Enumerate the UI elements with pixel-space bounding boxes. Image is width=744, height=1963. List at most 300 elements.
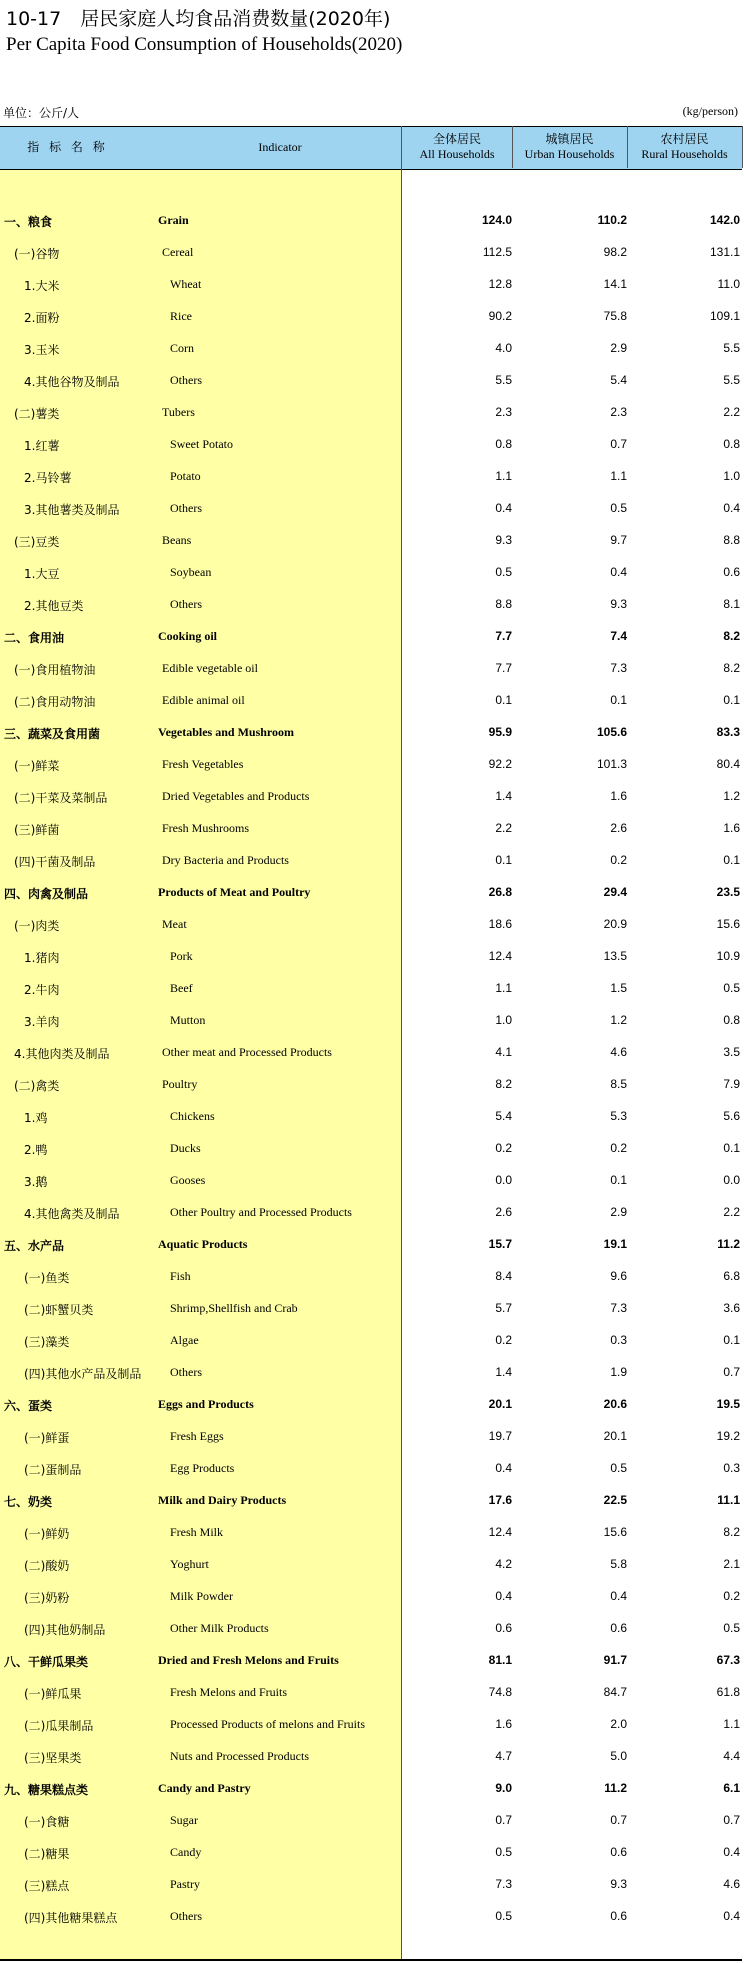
value-urban-households: 9.6 xyxy=(610,1269,627,1283)
table-row xyxy=(0,1485,742,1517)
value-rural-households: 80.4 xyxy=(716,757,740,771)
value-urban-households: 0.1 xyxy=(610,1173,627,1187)
table-row xyxy=(0,1773,742,1805)
value-urban-households: 98.2 xyxy=(603,245,627,259)
value-all-households: 81.1 xyxy=(488,1653,512,1667)
row-name-cn: (三)鲜菌 xyxy=(14,823,60,837)
value-urban-households: 75.8 xyxy=(603,309,627,323)
value-urban-households: 0.2 xyxy=(610,853,627,867)
table-row xyxy=(0,1421,742,1453)
table-row xyxy=(0,1005,742,1037)
value-urban-households: 1.1 xyxy=(610,469,627,483)
row-indicator-en: Eggs and Products xyxy=(158,1397,254,1411)
row-name-cn: (四)其他奶制品 xyxy=(24,1623,106,1637)
value-all-households: 112.5 xyxy=(482,245,512,259)
row-name-cn: 六、蛋类 xyxy=(4,1399,53,1413)
row-indicator-en: Beef xyxy=(170,981,193,995)
value-urban-households: 0.7 xyxy=(610,437,627,451)
value-all-households: 0.7 xyxy=(495,1813,512,1827)
row-name-cn: (一)鱼类 xyxy=(24,1271,70,1285)
row-name-cn: 4.其他禽类及制品 xyxy=(24,1207,120,1221)
value-urban-households: 5.8 xyxy=(610,1557,627,1571)
table-row xyxy=(0,1037,742,1069)
value-urban-households: 7.3 xyxy=(610,661,627,675)
value-all-households: 7.3 xyxy=(495,1877,512,1891)
header-rural-en: Rural Households xyxy=(641,147,728,161)
header-all-cn: 全体居民 xyxy=(432,132,481,146)
value-all-households: 20.1 xyxy=(488,1397,512,1411)
value-rural-households: 3.6 xyxy=(723,1301,740,1315)
table-row xyxy=(0,1325,742,1357)
value-urban-households: 0.6 xyxy=(610,1621,627,1635)
value-all-households: 90.2 xyxy=(488,309,512,323)
row-name-cn: 四、肉禽及制品 xyxy=(4,887,89,901)
value-all-households: 4.2 xyxy=(495,1557,512,1571)
value-all-households: 1.4 xyxy=(495,789,512,803)
row-name-cn: (一)鲜奶 xyxy=(24,1527,70,1541)
value-urban-households: 15.6 xyxy=(603,1525,627,1539)
table-bottom-rule xyxy=(0,1959,742,1961)
value-rural-households: 15.6 xyxy=(716,917,740,931)
row-name-cn: (四)其他糖果糕点 xyxy=(24,1911,118,1925)
value-all-households: 2.2 xyxy=(495,821,512,835)
row-name-cn: 1.红薯 xyxy=(24,439,60,453)
row-name-cn: (二)酸奶 xyxy=(24,1559,70,1573)
table-row xyxy=(0,1901,742,1933)
header-indicator: Indicator xyxy=(258,140,302,154)
table-row xyxy=(0,1069,742,1101)
value-urban-households: 84.7 xyxy=(603,1685,627,1699)
row-indicator-en: Fresh Vegetables xyxy=(162,757,244,771)
value-urban-households: 5.3 xyxy=(610,1109,627,1123)
row-name-cn: 2.马铃薯 xyxy=(24,471,72,485)
table-row xyxy=(0,1677,742,1709)
value-all-households: 15.7 xyxy=(488,1237,512,1251)
value-rural-households: 0.4 xyxy=(723,1909,740,1923)
table-row xyxy=(0,1613,742,1645)
value-all-households: 26.8 xyxy=(488,885,512,899)
value-rural-households: 8.8 xyxy=(723,533,740,547)
value-rural-households: 4.4 xyxy=(723,1749,740,1763)
value-all-households: 8.8 xyxy=(495,597,512,611)
table-row xyxy=(0,1197,742,1229)
table-row xyxy=(0,1261,742,1293)
row-name-cn: (二)干菜及菜制品 xyxy=(14,791,108,805)
row-name-cn: 3.玉米 xyxy=(24,343,60,357)
row-name-cn: 二、食用油 xyxy=(4,631,65,645)
value-urban-households: 20.1 xyxy=(603,1429,627,1443)
row-name-cn: 3.羊肉 xyxy=(24,1015,60,1029)
value-urban-households: 0.4 xyxy=(610,1589,627,1603)
row-name-cn: (三)藻类 xyxy=(24,1335,70,1349)
value-rural-households: 5.6 xyxy=(723,1109,740,1123)
table-row xyxy=(0,621,742,653)
value-rural-households: 6.1 xyxy=(723,1781,740,1795)
value-rural-households: 0.1 xyxy=(723,693,740,707)
value-urban-households: 2.9 xyxy=(610,1205,627,1219)
row-name-cn: 2.牛肉 xyxy=(24,983,60,997)
table-row xyxy=(0,397,742,429)
row-indicator-en: Dried and Fresh Melons and Fruits xyxy=(158,1653,339,1667)
value-rural-households: 1.0 xyxy=(723,469,740,483)
table-row xyxy=(0,269,742,301)
table-row xyxy=(0,1293,742,1325)
row-indicator-en: Candy and Pastry xyxy=(158,1781,251,1795)
table-row xyxy=(0,1549,742,1581)
value-urban-households: 0.3 xyxy=(610,1333,627,1347)
row-name-cn: 2.鸭 xyxy=(24,1143,48,1157)
row-name-cn: (一)鲜菜 xyxy=(14,759,60,773)
table-row xyxy=(0,909,742,941)
value-rural-households: 2.2 xyxy=(723,1205,740,1219)
value-rural-households: 0.1 xyxy=(723,1141,740,1155)
row-indicator-en: Aquatic Products xyxy=(158,1237,248,1251)
value-all-households: 0.6 xyxy=(495,1621,512,1635)
row-indicator-en: Cooking oil xyxy=(158,629,218,643)
value-rural-households: 0.5 xyxy=(723,981,740,995)
table-row xyxy=(0,941,742,973)
value-rural-households: 109.1 xyxy=(709,309,740,323)
value-rural-households: 0.2 xyxy=(723,1589,740,1603)
row-name-cn: 3.其他薯类及制品 xyxy=(24,503,120,517)
row-name-cn: 一、粮食 xyxy=(4,215,53,229)
header-name-cn: 指 标 名 称 xyxy=(27,140,108,154)
value-rural-households: 0.0 xyxy=(723,1173,740,1187)
table-row xyxy=(0,1101,742,1133)
row-indicator-en: Cereal xyxy=(162,245,194,259)
row-name-cn: (三)豆类 xyxy=(14,535,60,549)
value-rural-households: 2.2 xyxy=(723,405,740,419)
table-row xyxy=(0,429,742,461)
value-all-households: 0.4 xyxy=(495,1461,512,1475)
value-all-households: 0.2 xyxy=(495,1333,512,1347)
value-rural-households: 1.1 xyxy=(723,1717,740,1731)
value-urban-households: 5.0 xyxy=(610,1749,627,1763)
table-row xyxy=(0,1837,742,1869)
value-urban-households: 2.6 xyxy=(610,821,627,835)
value-all-households: 5.5 xyxy=(495,373,512,387)
value-all-households: 12.4 xyxy=(488,949,512,963)
row-indicator-en: Candy xyxy=(170,1845,202,1859)
value-all-households: 0.1 xyxy=(495,693,512,707)
table-row xyxy=(0,653,742,685)
value-rural-households: 5.5 xyxy=(723,341,740,355)
table-row xyxy=(0,845,742,877)
header-all-en: All Households xyxy=(419,147,495,161)
value-all-households: 1.1 xyxy=(495,469,512,483)
value-all-households: 4.7 xyxy=(495,1749,512,1763)
row-indicator-en: Sugar xyxy=(170,1813,198,1827)
row-name-cn: 九、糖果糕点类 xyxy=(4,1783,89,1797)
value-urban-households: 0.7 xyxy=(610,1813,627,1827)
value-all-households: 7.7 xyxy=(495,661,512,675)
value-rural-households: 8.2 xyxy=(723,629,740,643)
value-urban-households: 0.2 xyxy=(610,1141,627,1155)
row-name-cn: (二)瓜果制品 xyxy=(24,1719,94,1733)
value-rural-households: 23.5 xyxy=(716,885,740,899)
row-indicator-en: Shrimp,Shellfish and Crab xyxy=(170,1301,298,1315)
row-name-cn: (四)其他水产品及制品 xyxy=(24,1367,142,1381)
value-rural-households: 0.7 xyxy=(723,1813,740,1827)
value-urban-households: 13.5 xyxy=(603,949,627,963)
value-all-households: 0.5 xyxy=(495,565,512,579)
row-name-cn: (二)虾蟹贝类 xyxy=(24,1303,94,1317)
row-indicator-en: Gooses xyxy=(170,1173,206,1187)
value-urban-households: 2.0 xyxy=(610,1717,627,1731)
row-indicator-en: Grain xyxy=(158,213,189,227)
table-body xyxy=(0,205,742,1933)
value-urban-households: 2.9 xyxy=(610,341,627,355)
table-row xyxy=(0,365,742,397)
value-rural-households: 0.3 xyxy=(723,1461,740,1475)
value-rural-households: 1.2 xyxy=(723,789,740,803)
table-row xyxy=(0,237,742,269)
row-indicator-en: Algae xyxy=(170,1333,199,1347)
value-all-households: 18.6 xyxy=(488,917,512,931)
row-indicator-en: Chickens xyxy=(170,1109,215,1123)
page-title-en: Per Capita Food Consumption of Households(2020) xyxy=(6,34,403,55)
row-name-cn: 1.大豆 xyxy=(24,567,60,581)
table-row xyxy=(0,813,742,845)
value-rural-households: 131.1 xyxy=(709,245,740,259)
value-rural-households: 83.3 xyxy=(716,725,740,739)
table-row xyxy=(0,1165,742,1197)
row-name-cn: 2.面粉 xyxy=(24,311,60,325)
row-indicator-en: Others xyxy=(170,501,202,515)
table-row xyxy=(0,525,742,557)
row-indicator-en: Fresh Melons and Fruits xyxy=(170,1685,287,1699)
value-urban-households: 20.6 xyxy=(603,1397,627,1411)
value-urban-households: 4.6 xyxy=(610,1045,627,1059)
value-urban-households: 7.3 xyxy=(610,1301,627,1315)
value-all-households: 0.2 xyxy=(495,1141,512,1155)
table-row xyxy=(0,1581,742,1613)
row-name-cn: (三)坚果类 xyxy=(24,1751,82,1765)
row-indicator-en: Edible animal oil xyxy=(162,693,245,707)
row-name-cn: 五、水产品 xyxy=(4,1239,65,1253)
table-row xyxy=(0,333,742,365)
value-urban-households: 8.5 xyxy=(610,1077,627,1091)
value-all-households: 0.4 xyxy=(495,501,512,515)
value-rural-households: 8.2 xyxy=(723,661,740,675)
column-divider xyxy=(742,126,743,168)
value-rural-households: 3.5 xyxy=(723,1045,740,1059)
table-row xyxy=(0,301,742,333)
value-rural-households: 19.2 xyxy=(716,1429,740,1443)
table-row xyxy=(0,205,742,237)
value-rural-households: 0.1 xyxy=(723,853,740,867)
header-rural-households xyxy=(627,132,742,162)
value-all-households: 12.4 xyxy=(488,1525,512,1539)
row-name-cn: (二)薯类 xyxy=(14,407,60,421)
value-rural-households: 6.8 xyxy=(723,1269,740,1283)
row-indicator-en: Products of Meat and Poultry xyxy=(158,885,311,899)
header-urban-households xyxy=(512,132,627,162)
row-indicator-en: Meat xyxy=(162,917,187,931)
row-indicator-en: Fresh Mushrooms xyxy=(162,821,250,835)
row-indicator-en: Nuts and Processed Products xyxy=(170,1749,309,1763)
value-all-households: 5.4 xyxy=(495,1109,512,1123)
value-urban-households: 1.6 xyxy=(610,789,627,803)
value-all-households: 2.6 xyxy=(495,1205,512,1219)
header-urban-en: Urban Households xyxy=(524,147,615,161)
value-all-households: 9.3 xyxy=(495,533,512,547)
value-urban-households: 19.1 xyxy=(603,1237,627,1251)
value-rural-households: 11.2 xyxy=(717,1237,740,1251)
value-all-households: 0.5 xyxy=(495,1909,512,1923)
row-indicator-en: Fresh Eggs xyxy=(170,1429,224,1443)
value-all-households: 1.1 xyxy=(495,981,512,995)
row-indicator-en: Milk Powder xyxy=(170,1589,233,1603)
value-rural-households: 4.6 xyxy=(723,1877,740,1891)
table-header xyxy=(0,126,742,170)
header-all-households xyxy=(402,132,512,162)
value-all-households: 1.4 xyxy=(495,1365,512,1379)
row-indicator-en: Wheat xyxy=(170,277,202,291)
value-all-households: 124.0 xyxy=(481,213,512,227)
value-all-households: 74.8 xyxy=(488,1685,512,1699)
table-row xyxy=(0,1805,742,1837)
value-urban-households: 91.7 xyxy=(603,1653,627,1667)
row-indicator-en: Others xyxy=(170,1365,202,1379)
value-rural-households: 10.9 xyxy=(716,949,740,963)
value-urban-households: 0.6 xyxy=(610,1845,627,1859)
table-row xyxy=(0,1741,742,1773)
value-urban-households: 110.2 xyxy=(597,213,627,227)
row-indicator-en: Other Poultry and Processed Products xyxy=(170,1205,352,1219)
table-row xyxy=(0,461,742,493)
unit-label-en: (kg/person) xyxy=(682,104,738,118)
table-row xyxy=(0,1389,742,1421)
value-rural-households: 61.8 xyxy=(716,1685,740,1699)
value-urban-households: 0.6 xyxy=(610,1909,627,1923)
value-all-households: 1.0 xyxy=(495,1013,512,1027)
value-rural-households: 0.8 xyxy=(723,1013,740,1027)
value-urban-households: 7.4 xyxy=(610,629,627,643)
value-all-households: 9.0 xyxy=(495,1781,512,1795)
row-name-cn: 1.鸡 xyxy=(24,1111,48,1125)
table-row xyxy=(0,781,742,813)
unit-label-cn: 单位：公斤/人 xyxy=(3,106,80,120)
value-rural-households: 0.4 xyxy=(723,501,740,515)
value-all-households: 8.4 xyxy=(495,1269,512,1283)
value-urban-households: 1.2 xyxy=(610,1013,627,1027)
row-name-cn: (一)食糖 xyxy=(24,1815,70,1829)
row-name-cn: 三、蔬菜及食用菌 xyxy=(4,727,101,741)
value-all-households: 4.0 xyxy=(495,341,512,355)
row-indicator-en: Yoghurt xyxy=(170,1557,209,1571)
row-name-cn: (一)谷物 xyxy=(14,247,60,261)
row-indicator-en: Dry Bacteria and Products xyxy=(162,853,289,867)
table-row xyxy=(0,1133,742,1165)
value-urban-households: 0.5 xyxy=(610,501,627,515)
row-name-cn: 八、干鲜瓜果类 xyxy=(4,1655,89,1669)
row-indicator-en: Potato xyxy=(170,469,201,483)
value-urban-households: 22.5 xyxy=(603,1493,627,1507)
value-all-households: 92.2 xyxy=(488,757,512,771)
value-urban-households: 0.1 xyxy=(610,693,627,707)
row-indicator-en: Processed Products of melons and Fruits xyxy=(170,1717,365,1731)
row-name-cn: 1.猪肉 xyxy=(24,951,60,965)
row-indicator-en: Pastry xyxy=(170,1877,200,1891)
value-rural-households: 0.8 xyxy=(723,437,740,451)
row-indicator-en: Sweet Potato xyxy=(170,437,233,451)
row-name-cn: 4.其他谷物及制品 xyxy=(24,375,120,389)
value-all-households: 4.1 xyxy=(495,1045,512,1059)
value-all-households: 95.9 xyxy=(488,725,512,739)
value-rural-households: 1.6 xyxy=(723,821,740,835)
value-urban-households: 11.2 xyxy=(604,1781,627,1795)
row-name-cn: 4.其他肉类及制品 xyxy=(14,1047,110,1061)
row-indicator-en: Others xyxy=(170,597,202,611)
row-name-cn: (一)鲜瓜果 xyxy=(24,1687,82,1701)
value-rural-households: 0.7 xyxy=(723,1365,740,1379)
value-all-households: 17.6 xyxy=(488,1493,512,1507)
row-indicator-en: Milk and Dairy Products xyxy=(158,1493,287,1507)
row-indicator-en: Fresh Milk xyxy=(170,1525,224,1539)
table-row xyxy=(0,493,742,525)
value-rural-households: 2.1 xyxy=(723,1557,740,1571)
table-row xyxy=(0,1869,742,1901)
row-indicator-en: Egg Products xyxy=(170,1461,235,1475)
value-all-households: 0.4 xyxy=(495,1589,512,1603)
value-rural-households: 0.1 xyxy=(723,1333,740,1347)
value-rural-households: 0.5 xyxy=(723,1621,740,1635)
row-indicator-en: Soybean xyxy=(170,565,212,579)
value-all-households: 7.7 xyxy=(495,629,512,643)
value-urban-households: 9.3 xyxy=(610,597,627,611)
value-all-households: 0.1 xyxy=(495,853,512,867)
row-name-cn: 3.鹅 xyxy=(24,1175,48,1189)
row-indicator-en: Vegetables and Mushroom xyxy=(158,725,295,739)
value-urban-households: 9.3 xyxy=(610,1877,627,1891)
table-row xyxy=(0,1357,742,1389)
value-urban-households: 14.1 xyxy=(603,277,627,291)
row-indicator-en: Fish xyxy=(170,1269,191,1283)
table-row xyxy=(0,1453,742,1485)
value-rural-households: 8.2 xyxy=(723,1525,740,1539)
header-urban-cn: 城镇居民 xyxy=(545,132,594,146)
value-rural-households: 142.0 xyxy=(709,213,740,227)
row-indicator-en: Others xyxy=(170,1909,202,1923)
header-rural-cn: 农村居民 xyxy=(660,132,709,146)
column-divider xyxy=(627,126,628,168)
table-row xyxy=(0,1709,742,1741)
row-indicator-en: Edible vegetable oil xyxy=(162,661,258,675)
row-name-cn: 七、奶类 xyxy=(4,1495,53,1509)
row-name-cn: (二)禽类 xyxy=(14,1079,60,1093)
value-all-households: 0.0 xyxy=(495,1173,512,1187)
table-row xyxy=(0,1645,742,1677)
row-indicator-en: Poultry xyxy=(162,1077,198,1091)
row-name-cn: (一)食用植物油 xyxy=(14,663,96,677)
value-urban-households: 29.4 xyxy=(603,885,627,899)
value-all-households: 12.8 xyxy=(488,277,512,291)
row-name-cn: (三)奶粉 xyxy=(24,1591,70,1605)
value-all-households: 1.6 xyxy=(495,1717,512,1731)
row-indicator-en: Beans xyxy=(162,533,192,547)
value-urban-households: 0.5 xyxy=(610,1461,627,1475)
value-urban-households: 105.6 xyxy=(596,725,627,739)
table-row xyxy=(0,589,742,621)
row-name-cn: (二)糖果 xyxy=(24,1847,70,1861)
row-name-cn: (一)肉类 xyxy=(14,919,60,933)
row-indicator-en: Other meat and Processed Products xyxy=(162,1045,332,1059)
row-indicator-en: Other Milk Products xyxy=(170,1621,269,1635)
value-all-households: 0.8 xyxy=(495,437,512,451)
value-all-households: 8.2 xyxy=(495,1077,512,1091)
value-rural-households: 11.0 xyxy=(717,277,740,291)
